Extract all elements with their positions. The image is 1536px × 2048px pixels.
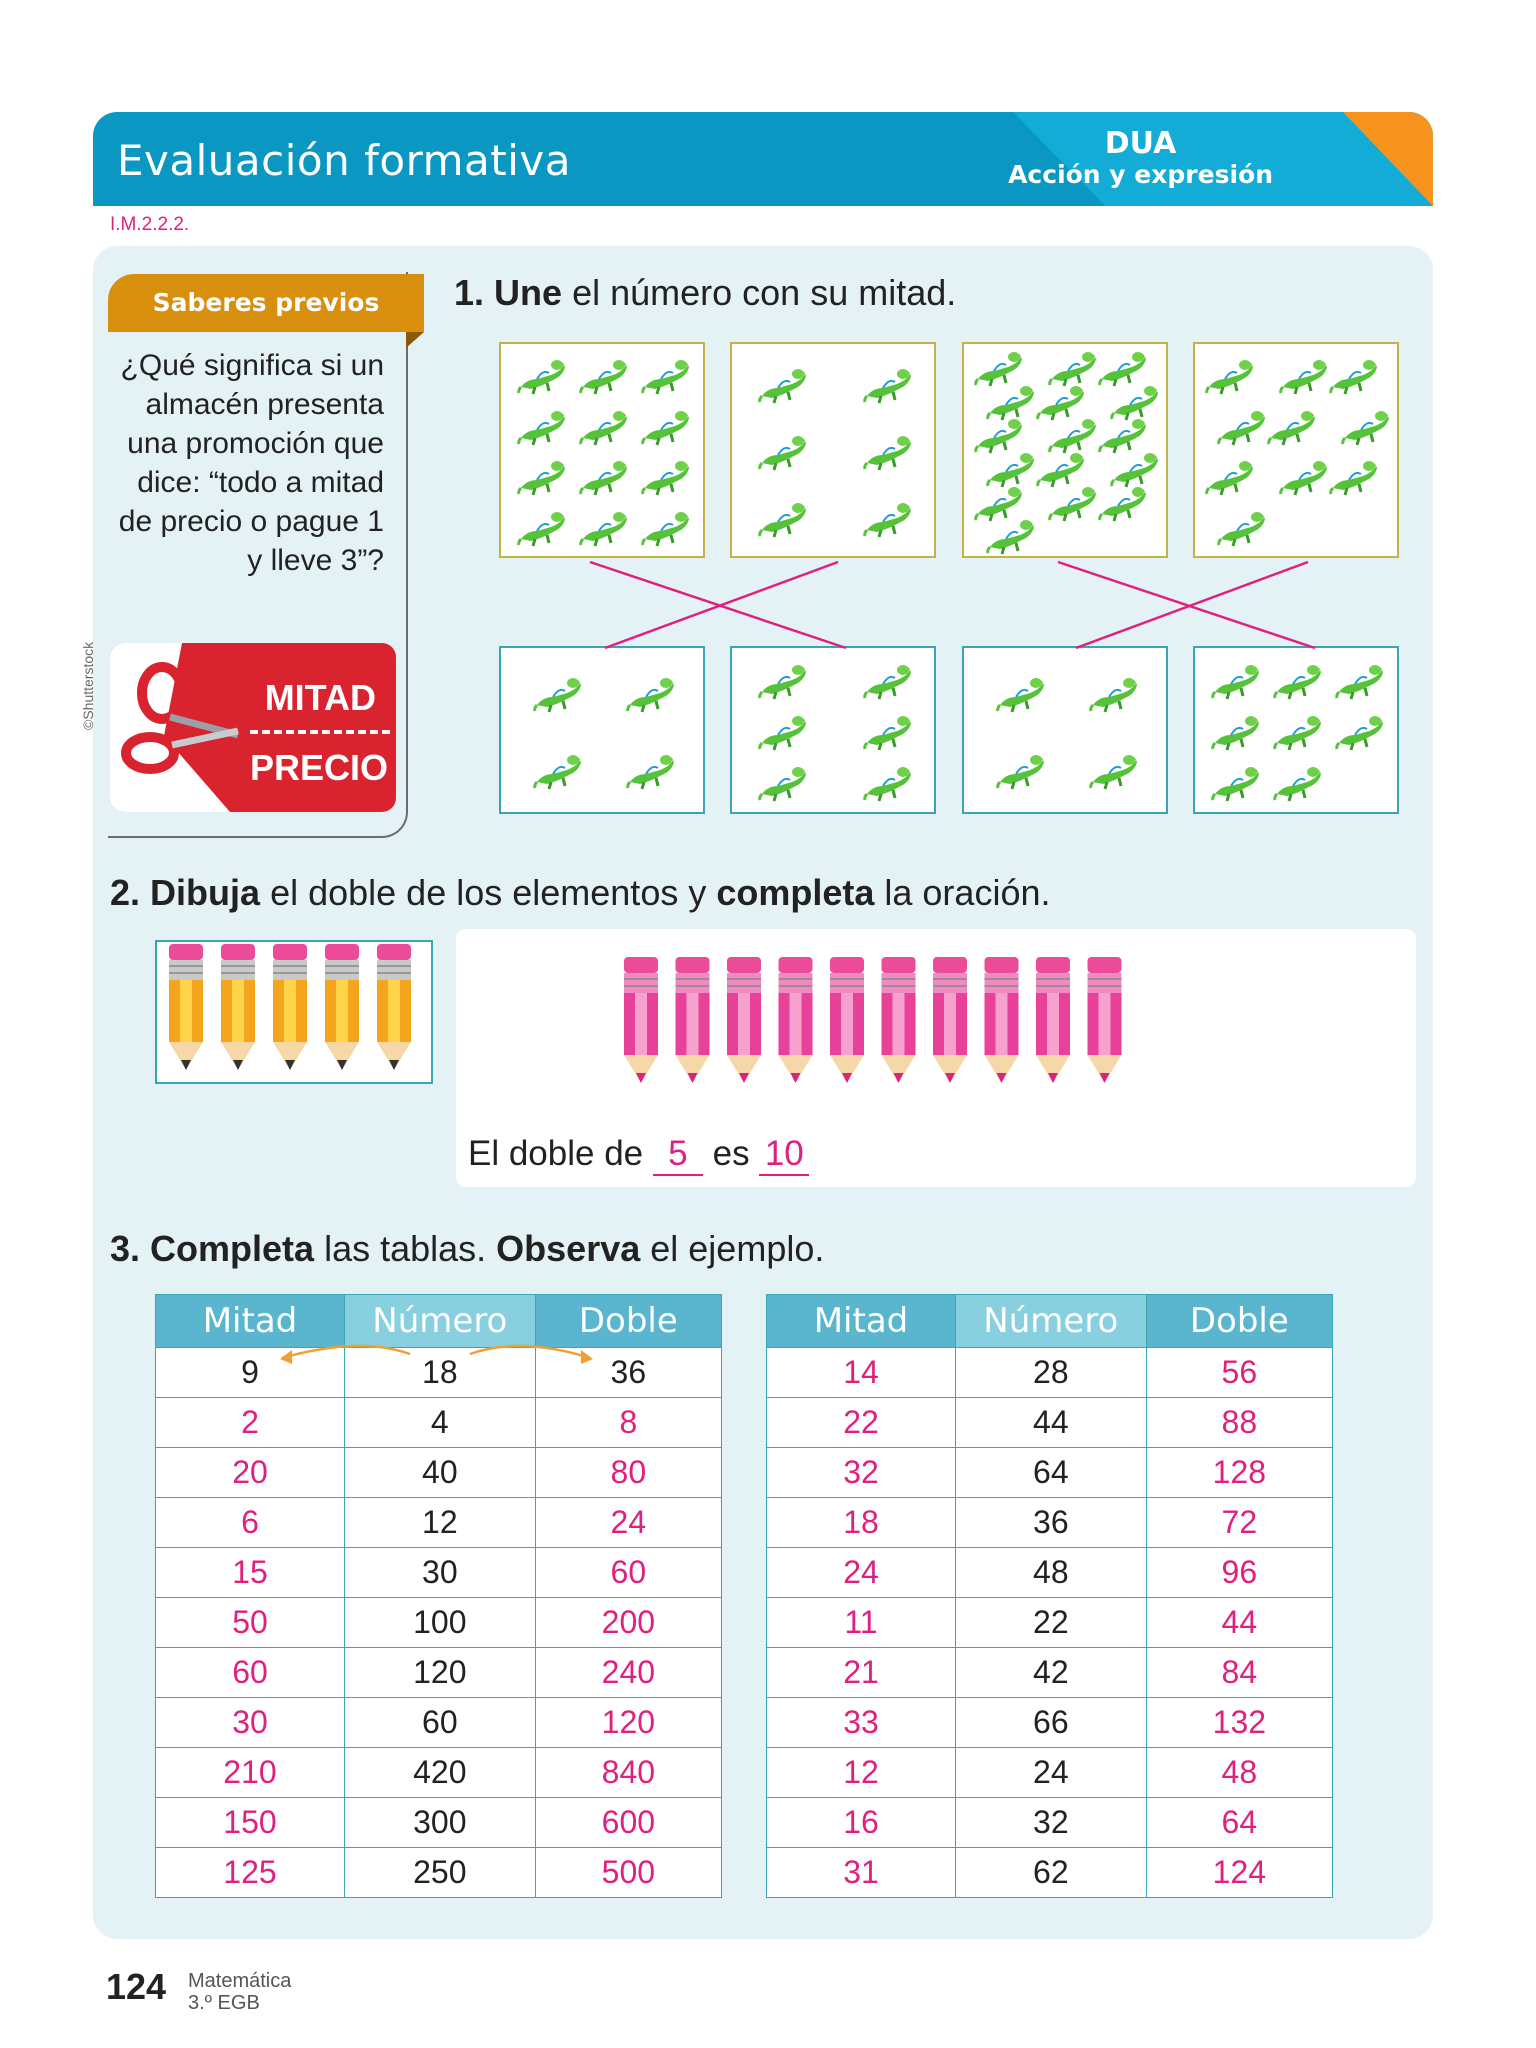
doble-cell[interactable]: 24 xyxy=(535,1498,721,1548)
pencil-icon xyxy=(933,957,967,1083)
doble-cell: 36 xyxy=(535,1348,721,1398)
doble-cell[interactable]: 132 xyxy=(1146,1698,1332,1748)
subject-name: Matemática xyxy=(188,1970,292,1992)
pink-pencils xyxy=(616,955,1136,1095)
numero-cell: 66 xyxy=(955,1698,1146,1748)
indicator-code: I.M.2.2.2. xyxy=(110,214,190,235)
pencil-icon xyxy=(830,957,864,1083)
numero-cell: 28 xyxy=(955,1348,1146,1398)
mitad-cell[interactable]: 12 xyxy=(767,1748,956,1798)
pencil-icon xyxy=(169,944,203,1070)
numero-cell: 420 xyxy=(344,1748,535,1798)
mitad-cell: 9 xyxy=(156,1348,345,1398)
pencil-icon xyxy=(727,957,761,1083)
table-row xyxy=(156,1748,722,1798)
q2-mid: el doble de los elementos y xyxy=(260,872,717,913)
sentence-part-b: es xyxy=(712,1134,750,1173)
dua-title: DUA xyxy=(1104,126,1177,161)
saberes-tag: Saberes previos xyxy=(108,274,424,332)
numero-cell: 44 xyxy=(955,1398,1146,1448)
example-arrows xyxy=(270,1340,610,1380)
mitad-cell[interactable]: 15 xyxy=(156,1548,345,1598)
arrow-head-right xyxy=(581,1350,593,1364)
doble-cell[interactable]: 64 xyxy=(1146,1798,1332,1848)
doble-cell[interactable]: 200 xyxy=(535,1598,721,1648)
table-row xyxy=(767,1448,1333,1498)
doble-cell[interactable]: 500 xyxy=(535,1848,721,1898)
arrow-to-mitad xyxy=(282,1346,410,1358)
mitad-cell[interactable]: 2 xyxy=(156,1398,345,1448)
question-2 xyxy=(110,872,1051,914)
pencil-icon xyxy=(624,957,658,1083)
doble-cell[interactable]: 44 xyxy=(1146,1598,1332,1648)
q3-verb2: Observa xyxy=(496,1228,641,1269)
numero-cell: 4 xyxy=(344,1398,535,1448)
table-row xyxy=(767,1848,1333,1898)
pencil-icon xyxy=(676,957,710,1083)
saberes-question: ¿Qué significa si un almacén presenta una promoción que dice: “todo a mitad de precio o pague 1 y lleve 3”? xyxy=(118,349,384,577)
pencil-icon xyxy=(1036,957,1070,1083)
sentence-part-a: El doble de xyxy=(468,1134,644,1173)
arrow-to-doble xyxy=(470,1346,590,1358)
mitad-cell[interactable]: 31 xyxy=(767,1848,956,1898)
table-row xyxy=(156,1848,722,1898)
doble-cell[interactable]: 600 xyxy=(535,1798,721,1848)
q3-mid: las tablas. xyxy=(314,1228,497,1269)
doble-cell[interactable]: 128 xyxy=(1146,1448,1332,1498)
q1-verb: Une xyxy=(494,272,563,313)
pencil-icon xyxy=(325,944,359,1070)
pencil-icon xyxy=(273,944,307,1070)
numero-cell: 62 xyxy=(955,1848,1146,1898)
double-sentence xyxy=(468,1134,809,1176)
numero-cell: 22 xyxy=(955,1598,1146,1648)
numero-cell: 120 xyxy=(344,1648,535,1698)
header-numero: Número xyxy=(955,1295,1146,1348)
pencil-icon xyxy=(377,944,411,1070)
page-number: 124 xyxy=(106,1966,167,2007)
table-row xyxy=(767,1748,1333,1798)
mitad-cell[interactable]: 32 xyxy=(767,1448,956,1498)
mitad-cell[interactable]: 30 xyxy=(156,1698,345,1748)
header-doble: Doble xyxy=(1146,1295,1332,1348)
table-row xyxy=(767,1648,1333,1698)
question-3 xyxy=(110,1228,824,1270)
footer-subject xyxy=(188,1970,291,2014)
doble-cell[interactable]: 96 xyxy=(1146,1548,1332,1598)
doble-cell[interactable]: 840 xyxy=(535,1748,721,1798)
numero-cell: 24 xyxy=(955,1748,1146,1798)
doble-cell[interactable]: 240 xyxy=(535,1648,721,1698)
mitad-cell[interactable]: 6 xyxy=(156,1498,345,1548)
mitad-cell[interactable]: 125 xyxy=(156,1848,345,1898)
table-row xyxy=(767,1698,1333,1748)
pencil-icon xyxy=(221,944,255,1070)
mitad-cell[interactable]: 60 xyxy=(156,1648,345,1698)
mitad-cell[interactable]: 150 xyxy=(156,1798,345,1848)
table-row xyxy=(156,1448,722,1498)
q3-verb: Completa xyxy=(150,1228,315,1269)
q1-number: 1. xyxy=(454,272,485,313)
mitad-cell[interactable]: 24 xyxy=(767,1548,956,1598)
table-row xyxy=(767,1598,1333,1648)
precio-label: PRECIO xyxy=(249,747,388,788)
numero-cell: 12 xyxy=(344,1498,535,1548)
pencil-icon xyxy=(779,957,813,1083)
q1-rest: el número con su mitad. xyxy=(562,272,957,313)
doble-cell[interactable]: 56 xyxy=(1146,1348,1332,1398)
dua-subtitle: Acción y expresión xyxy=(1008,160,1273,189)
table-row xyxy=(767,1798,1333,1848)
doble-cell[interactable]: 60 xyxy=(535,1548,721,1598)
mitad-cell[interactable]: 16 xyxy=(767,1798,956,1848)
numero-cell: 32 xyxy=(955,1798,1146,1848)
mitad-cell[interactable]: 18 xyxy=(767,1498,956,1548)
table-row xyxy=(156,1798,722,1848)
answer-value-a[interactable]: 5 xyxy=(653,1134,703,1176)
mitad-cell[interactable]: 50 xyxy=(156,1598,345,1648)
table-row xyxy=(767,1548,1333,1598)
mitad-cell[interactable]: 20 xyxy=(156,1448,345,1498)
doble-cell[interactable]: 84 xyxy=(1146,1648,1332,1698)
q3-rest: el ejemplo. xyxy=(640,1228,825,1269)
numero-cell: 30 xyxy=(344,1548,535,1598)
doble-cell[interactable]: 88 xyxy=(1146,1398,1332,1448)
mitad-cell[interactable]: 22 xyxy=(767,1398,956,1448)
table-row xyxy=(156,1648,722,1698)
page-title: Evaluación formativa xyxy=(117,136,571,185)
doble-cell[interactable]: 48 xyxy=(1146,1748,1332,1798)
numero-cell: 40 xyxy=(344,1448,535,1498)
header-numero: Número xyxy=(344,1295,535,1348)
header-mitad: Mitad xyxy=(767,1295,956,1348)
doble-cell[interactable]: 80 xyxy=(535,1448,721,1498)
doble-cell[interactable]: 72 xyxy=(1146,1498,1332,1548)
doble-cell[interactable]: 8 xyxy=(535,1398,721,1448)
numero-cell: 250 xyxy=(344,1848,535,1898)
table-left xyxy=(155,1294,722,1898)
table-row xyxy=(156,1498,722,1548)
yellow-pencils-box xyxy=(155,940,433,1084)
mitad-cell[interactable]: 14 xyxy=(767,1348,956,1398)
mitad-cell[interactable]: 210 xyxy=(156,1748,345,1798)
numero-cell: 64 xyxy=(955,1448,1146,1498)
numero-cell: 36 xyxy=(955,1498,1146,1548)
table-row xyxy=(767,1398,1333,1448)
numero-cell: 48 xyxy=(955,1548,1146,1598)
table-row xyxy=(156,1398,722,1448)
table-row xyxy=(767,1498,1333,1548)
q2-number: 2. xyxy=(110,872,141,913)
numero-cell: 300 xyxy=(344,1798,535,1848)
table-row xyxy=(156,1548,722,1598)
mitad-cell[interactable]: 33 xyxy=(767,1698,956,1748)
header-doble: Doble xyxy=(535,1295,721,1348)
table-right xyxy=(766,1294,1333,1898)
q2-rest: la oración. xyxy=(874,872,1051,913)
match-line[interactable] xyxy=(605,562,838,648)
image-credit: ©Shutterstock xyxy=(80,641,96,730)
pencil-icon xyxy=(985,957,1019,1083)
table-row xyxy=(156,1598,722,1648)
numero-cell: 42 xyxy=(955,1648,1146,1698)
q2-verb: Dibuja xyxy=(150,872,261,913)
numero-cell: 60 xyxy=(344,1698,535,1748)
mitad-cell[interactable]: 11 xyxy=(767,1598,956,1648)
mitad-cell[interactable]: 21 xyxy=(767,1648,956,1698)
numero-cell: 18 xyxy=(344,1348,535,1398)
numero-cell: 100 xyxy=(344,1598,535,1648)
answer-value-b[interactable]: 10 xyxy=(759,1134,809,1176)
doble-cell[interactable]: 124 xyxy=(1146,1848,1332,1898)
doble-cell[interactable]: 120 xyxy=(535,1698,721,1748)
mitad-label: MITAD xyxy=(264,677,376,718)
pencil-icon xyxy=(1088,957,1122,1083)
yellow-pencils xyxy=(157,942,431,1082)
q3-number: 3. xyxy=(110,1228,141,1269)
q2-verb2: completa xyxy=(716,872,875,913)
pencil-icon xyxy=(882,957,916,1083)
table-row xyxy=(767,1348,1333,1398)
grade-name: 3.º EGB xyxy=(188,1992,260,2014)
header-mitad: Mitad xyxy=(156,1295,345,1348)
table-row xyxy=(156,1698,722,1748)
